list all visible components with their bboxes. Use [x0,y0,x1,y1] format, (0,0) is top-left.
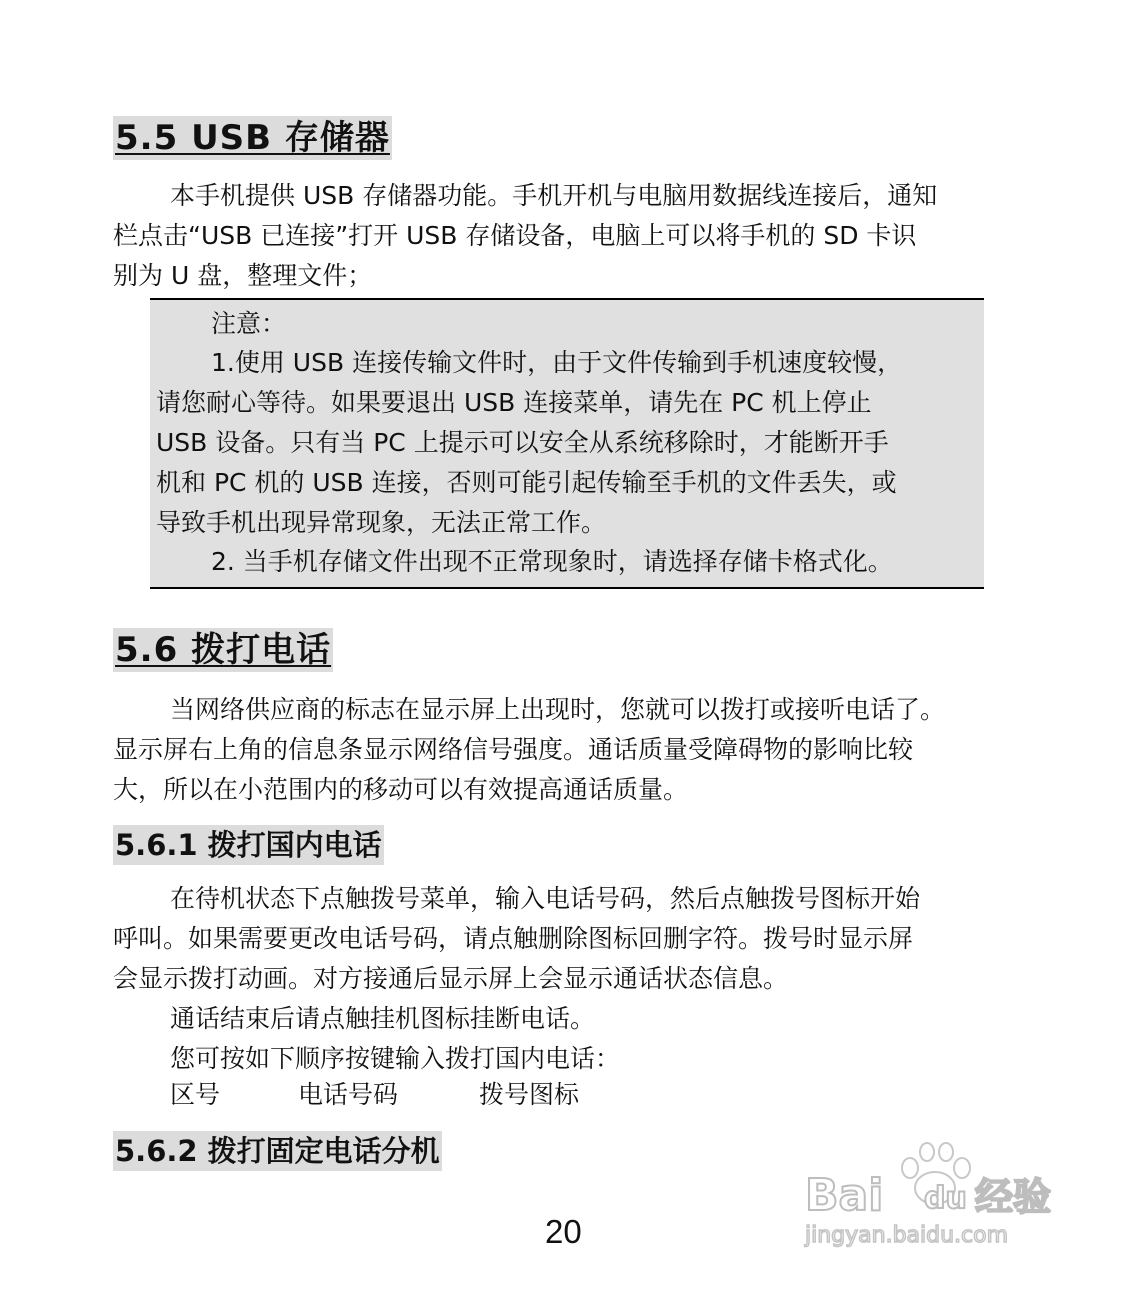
paragraph-line: 会显示拨打动画。对方接通后显示屏上会显示通话状态信息。 [113,964,789,993]
svg-text:Bai: Bai [805,1170,884,1221]
paragraph-line: 在待机状态下点触拨号菜单，输入电话号码，然后点触拨号图标开始 [170,884,921,913]
note-line: 请您耐心等待。如果要退出 USB 连接菜单，请先在 PC 机上停止 [156,388,872,417]
paragraph-line: 当网络供应商的标志在显示屏上出现时，您就可以拨打或接听电话了。 [170,695,946,724]
paragraph-line: 大，所以在小范围内的移动可以有效提高通话质量。 [113,775,689,804]
section-heading-5-6-1: 5.6.1 拨打国内电话 [113,825,384,865]
paragraph-line: 本手机提供 USB 存储器功能。手机开机与电脑用数据线连接后，通知 [170,181,938,210]
sequence-item-area-code: 区号 [170,1080,221,1109]
paragraph-line: 通话结束后请点触挂机图标挂断电话。 [170,1004,596,1033]
svg-text:经验: 经验 [975,1175,1052,1219]
note-line: 导致手机出现异常现象，无法正常工作。 [156,508,607,537]
svg-text:du: du [924,1181,967,1216]
note-line: 1.使用 USB 连接传输文件时，由于文件传输到手机速度较慢， [211,348,903,377]
paragraph-line: 呼叫。如果需要更改电话号码，请点触删除图标回删字符。拨号时显示屏 [113,924,914,953]
section-5-5-body [113,176,1028,296]
section-5-6-1-body [113,879,1028,1079]
sequence-item-dial-icon: 拨号图标 [479,1080,580,1109]
baidu-jingyan-watermark-logo [800,1130,1070,1260]
svg-text:jingyan.baidu.com: jingyan.baidu.com [805,1223,1009,1248]
note-line: 机和 PC 机的 USB 连接，否则可能引起传输至手机的文件丢失，或 [156,468,897,497]
section-5-6-body [113,690,1028,810]
note-line: 2. 当手机存储文件出现不正常现象时，请选择存储卡格式化。 [211,547,893,576]
section-heading-5-6: 5.6 拨打电话 [115,630,332,670]
section-heading-5-6-2: 5.6.2 拨打固定电话分机 [113,1131,442,1171]
note-label: 注意： [211,309,287,338]
paragraph-line: 您可按如下顺序按键输入拨打国内电话： [170,1044,621,1073]
section-heading-5-5: 5.5 USB 存储器 [115,118,390,158]
page-number: 20 [545,1213,582,1250]
paragraph-line: 栏点击“USB 已连接”打开 USB 存储设备，电脑上可以将手机的 SD 卡识 [113,221,917,250]
paragraph-line: 别为 U 盘，整理文件； [113,261,373,290]
sequence-item-phone-number: 电话号码 [298,1080,399,1109]
note-box [150,298,984,589]
note-line: USB 设备。只有当 PC 上提示可以安全从系统移除时，才能断开手 [156,428,889,457]
paragraph-line: 显示屏右上角的信息条显示网络信号强度。通话质量受障碍物的影响比较 [113,735,914,764]
